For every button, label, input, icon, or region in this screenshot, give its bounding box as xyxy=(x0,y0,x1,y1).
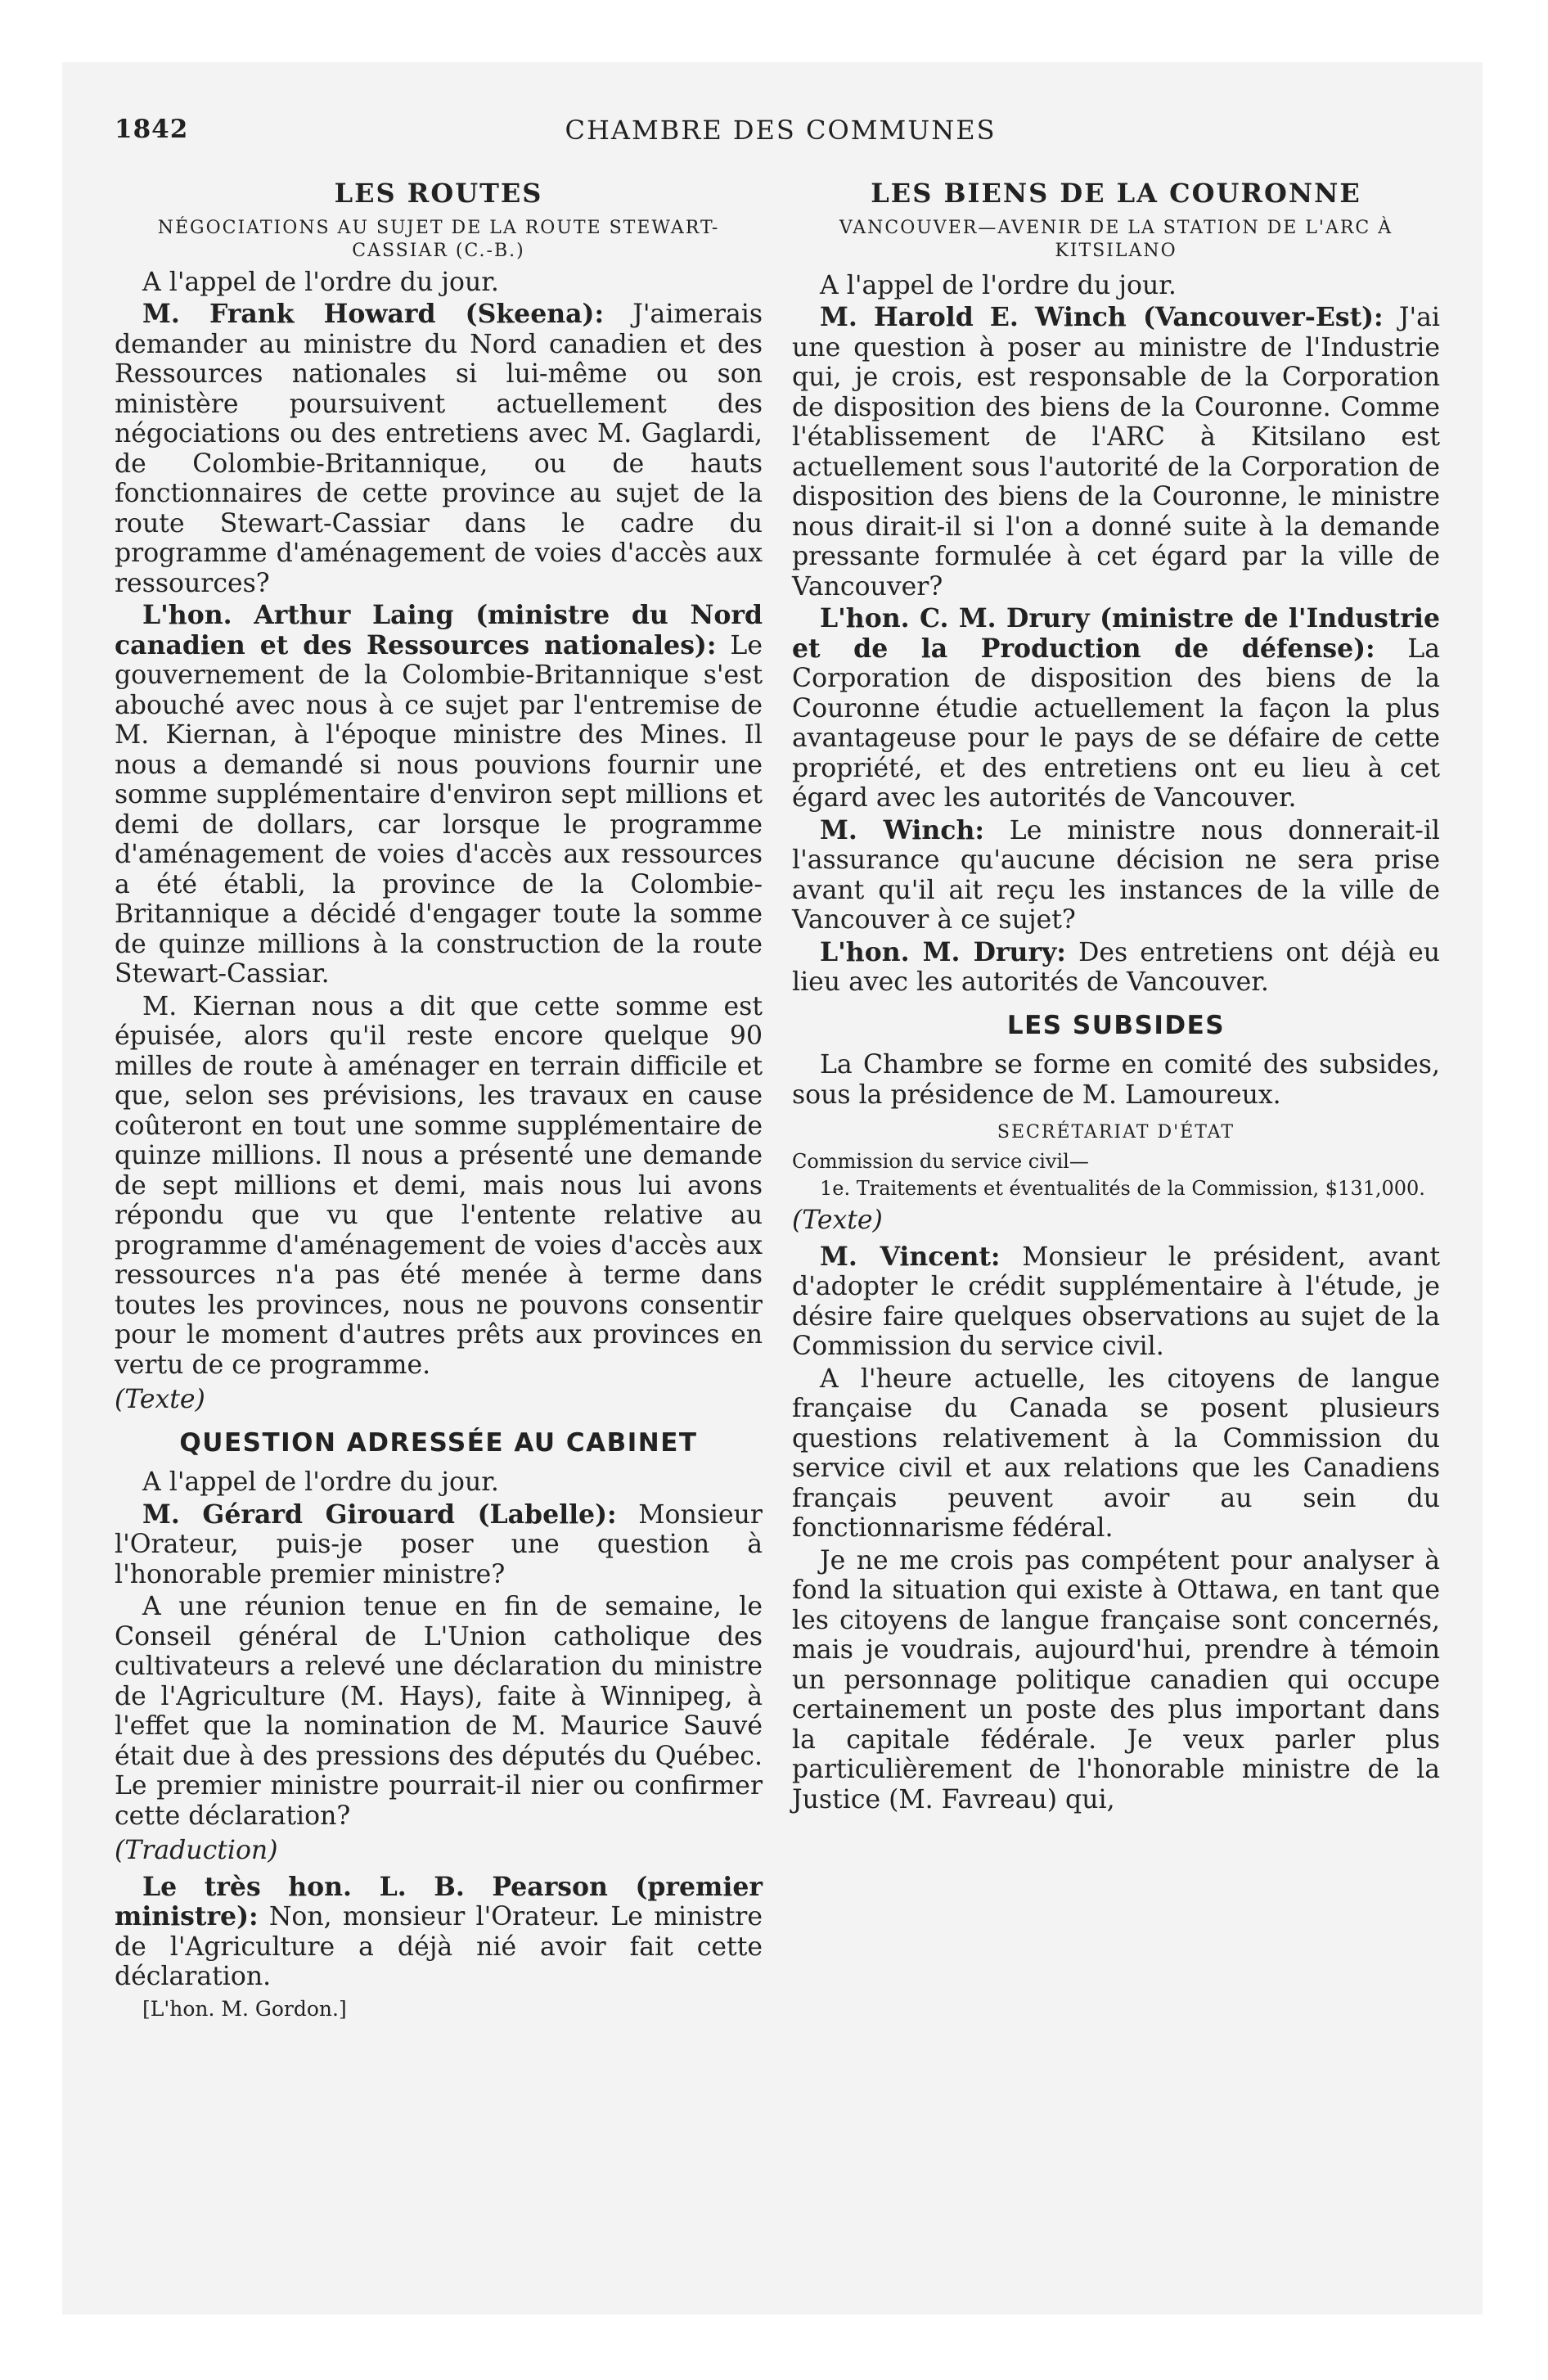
bracket-note: [L'hon. M. Gordon.] xyxy=(142,1996,347,2021)
speaker-name: L'hon. M. Drury: xyxy=(820,936,1066,967)
paragraph: A une réunion tenue en fin de semaine, le Conseil général de L'Union catholique des cultivateurs a relevé une déclaration du ministre de l'Agriculture (M. Hays), faite à Winnipeg, à l'effet que la nomination de M. Maurice Sauvé était due à des pressions des députés du Québec. Le premier ministre pourrait-il nier ou confirmer cette déclaration? xyxy=(115,1592,763,1831)
vote-item: 1e. Traitements et éventualités de la Commission, $131,000. xyxy=(820,1177,1425,1200)
paragraph: A l'appel de l'ordre du jour. xyxy=(142,267,499,297)
texte-marker: (Texte) xyxy=(115,1385,205,1414)
page-number: 1842 xyxy=(115,115,189,144)
paragraph-drury-2 xyxy=(792,938,1440,998)
speech-text: J'aimerais demander au ministre du Nord canadien et des Ressources nationales si lui-même ou son ministère poursuivent actuellement des négociations ou des entretiens avec M. Gaglardi, de Colombie-Britannique, ou de hauts fonctionnaires de cette province au sujet de la route Stewart-Cassiar dans le cadre du programme d'aménagement de voies d'accès aux ressources? xyxy=(115,300,763,598)
speaker-name: M. Frank Howard (Skeena): xyxy=(142,299,605,329)
speaker-name: M. Vincent: xyxy=(820,1241,1001,1272)
speaker-name: Le très hon. L. B. Pearson (premier ministre): xyxy=(115,1871,763,1931)
speech-text: Le gouvernement de la Colombie-Britannique s'est abouché avec nous à ce sujet par l'entremise de M. Kiernan, à l'époque ministre des Mines. Il nous a demandé si nous pouvions fournir une somme supplémentaire d'environ sept millions et demi de dollars, car lorsque le programme d'aménagement de voies d'accès aux ressources a été établi, la province de la Colombie-Britannique a décidé d'engager toute la somme de quinze millions à la construction de la route Stewart-Cassiar. xyxy=(115,630,763,989)
running-head: CHAMBRE DES COMMUNES xyxy=(565,115,997,146)
speaker-name: M. Harold E. Winch (Vancouver-Est): xyxy=(820,302,1384,332)
paragraph-pearson xyxy=(115,1873,763,1992)
paragraph: La Chambre se forme en comité des subsides, sous la présidence de M. Lamoureux. xyxy=(792,1050,1440,1110)
speaker-name: M. Gérard Girouard (Labelle): xyxy=(142,1499,617,1530)
speech-text: Non, monsieur l'Orateur. Le ministre de l'Agriculture a déjà nié avoir fait cette déclaration. xyxy=(115,1902,763,1991)
section-title-subsides: LES SUBSIDES xyxy=(1006,1010,1226,1040)
vote-heading: Commission du service civil— xyxy=(792,1150,1089,1173)
speech-text: Monsieur le président, avant d'adopter le crédit supplémentaire à l'étude, je désire faire quelques observations au sujet de la Commission du service civil. xyxy=(792,1242,1441,1361)
paragraph: M. Kiernan nous a dit que cette somme est épuisée, alors qu'il reste encore quelque 90 milles de route à aménager en terrain difficile et que, selon ses prévisions, les travaux en cause coûteront en tout une somme supplémentaire de quinze millions. Il nous a présenté une demande de sept millions et demi, mais nous lui avons répondu que vu que l'entente relative au programme d'aménagement de voies d'accès aux ressources n'a pas été menée à terme dans toutes les provinces, nous ne pouvons consentir pour le moment d'autres prêts aux provinces en vertu de ce programme. xyxy=(115,991,763,1380)
paragraph: A l'appel de l'ordre du jour. xyxy=(142,1467,499,1497)
section-subtitle-kitsilano: VANCOUVER—AVENIR DE LA STATION DE L'ARC À KITSILANO xyxy=(839,217,1393,261)
speaker-name: L'hon. Arthur Laing (ministre du Nord canadien et des Ressources nationales): xyxy=(115,600,763,660)
paragraph-drury xyxy=(792,604,1440,814)
section-subtitle-stewart-cassiar: NÉGOCIATIONS AU SUJET DE LA ROUTE STEWART-CASSIAR (C.-B.) xyxy=(157,217,720,261)
paragraph-girouard xyxy=(115,1500,763,1590)
section-title-routes: LES ROUTES xyxy=(334,178,543,209)
speech-text: La Corporation de disposition des biens de la Couronne étudie actuellement la façon la plus avantageuse pour le pays de se défaire de cette propriété, et des entretiens ont eu lieu à cet égard avec les autorités de Vancouver. xyxy=(792,633,1440,813)
sub-heading-secretariat: SECRÉTARIAT D'ÉTAT xyxy=(997,1122,1235,1143)
paragraph: Je ne me crois pas compétent pour analyser à fond la situation qui existe à Ottawa, en tant que les citoyens de langue française sont concernés, mais je voudrais, aujourd'hui, prendre à témoin un personnage politique canadien qui occupe certainement un poste des plus important dans la capitale fédérale. Je veux parler plus particulièrement de l'honorable ministre de la Justice (M. Favreau) qui, xyxy=(792,1545,1440,1814)
speech-text: Monsieur l'Orateur, puis-je poser une question à l'honorable premier ministre? xyxy=(115,1499,763,1589)
paragraph-vincent xyxy=(792,1242,1440,1362)
section-title-biens-couronne: LES BIENS DE LA COURONNE xyxy=(871,178,1361,209)
paragraph-howard xyxy=(115,300,763,598)
speaker-name: M. Winch: xyxy=(820,814,984,845)
speech-text: J'ai une question à poser au ministre de l'Industrie qui, je crois, est responsable de la Corporation de disposition des biens de la Couronne. Comme l'établissement de l'ARC à Kitsilano est actuellement sous l'autorité de la Corporation de disposition des biens de la Couronne, le ministre nous dirait-il si l'on a donné suite à la demande pressante formulée à cet égard par la ville de Vancouver? xyxy=(792,303,1440,602)
section-title-question-cabinet: QUESTION ADRESSÉE AU CABINET xyxy=(179,1427,698,1458)
speech-text: Le ministre nous donnerait-il l'assurance qu'aucune décision ne sera prise avant qu'il ait reçu les instances de la ville de Vancouver à ce sujet? xyxy=(792,815,1441,935)
speech-text: Des entretiens ont déjà eu lieu avec les autorités de Vancouver. xyxy=(792,937,1440,997)
traduction-marker: (Traduction) xyxy=(115,1836,278,1865)
paragraph: A l'heure actuelle, les citoyens de langue française du Canada se posent plusieurs questions relativement à la Commission du service civil et aux relations que les Canadiens français peuvent avoir au sein du fonctionnarisme fédéral. xyxy=(792,1364,1440,1543)
speaker-name: L'hon. C. M. Drury (ministre de l'Industrie et de la Production de défense): xyxy=(792,603,1440,664)
right-column xyxy=(792,178,1440,1817)
paragraph-winch xyxy=(792,303,1440,602)
paragraph: A l'appel de l'ordre du jour. xyxy=(820,270,1177,300)
paragraph-winch-2 xyxy=(792,816,1440,935)
paragraph-laing xyxy=(115,601,763,989)
page-header xyxy=(115,115,1447,147)
texte-marker: (Texte) xyxy=(792,1206,883,1235)
left-column xyxy=(115,178,763,2026)
